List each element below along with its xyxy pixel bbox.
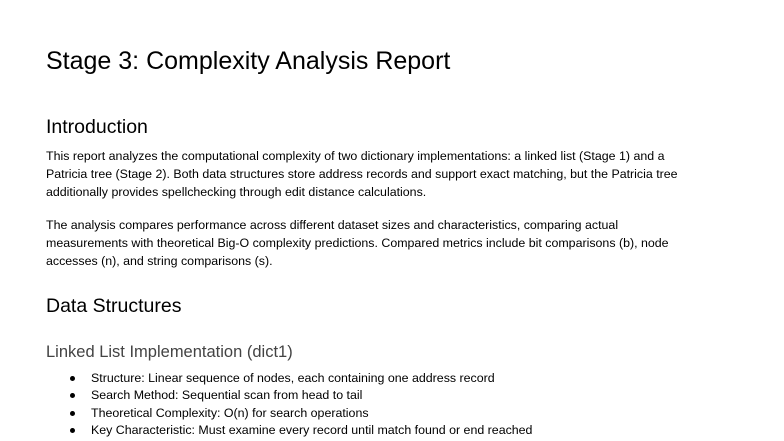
- bullet-icon: [70, 411, 75, 416]
- document-title: Stage 3: Complexity Analysis Report: [46, 47, 451, 75]
- introduction-paragraph-2: [46, 216, 746, 270]
- paragraph-line: measurements with theoretical Big-O complexity predictions. Compared metrics include bit comparisons (b), node: [46, 236, 669, 250]
- list-item: [46, 370, 532, 387]
- paragraph-line: This report analyzes the computational complexity of two dictionary implementations: a linked list (Stage 1) and a: [46, 149, 665, 163]
- linked-list-heading: Linked List Implementation (dict1): [46, 343, 293, 361]
- list-item-text: Theoretical Complexity: O(n) for search operations: [91, 405, 369, 420]
- bullet-icon: [70, 376, 75, 381]
- paragraph-line: The analysis compares performance across different dataset sizes and characteristics, comparing actual: [46, 218, 619, 232]
- bullet-icon: [70, 428, 75, 433]
- introduction-paragraph-1: [46, 147, 746, 201]
- data-structures-heading: Data Structures: [46, 295, 182, 317]
- list-item-text: Search Method: Sequential scan from head to tail: [91, 388, 363, 403]
- paragraph-line: additionally provides spellchecking through edit distance calculations.: [46, 185, 427, 199]
- list-item: [46, 422, 532, 439]
- linked-list-bullets: [46, 370, 532, 439]
- list-item-text: Key Characteristic: Must examine every record until match found or end reached: [91, 422, 533, 437]
- bullet-icon: [70, 393, 75, 398]
- paragraph-line: accesses (n), and string comparisons (s).: [46, 254, 273, 268]
- list-item: [46, 405, 532, 422]
- paragraph-line: Patricia tree (Stage 2). Both data structures store address records and support exact matching, but the Patricia tree: [46, 167, 678, 181]
- list-item-text: Structure: Linear sequence of nodes, each containing one address record: [91, 371, 495, 385]
- list-item: [46, 387, 532, 404]
- introduction-heading: Introduction: [46, 116, 148, 138]
